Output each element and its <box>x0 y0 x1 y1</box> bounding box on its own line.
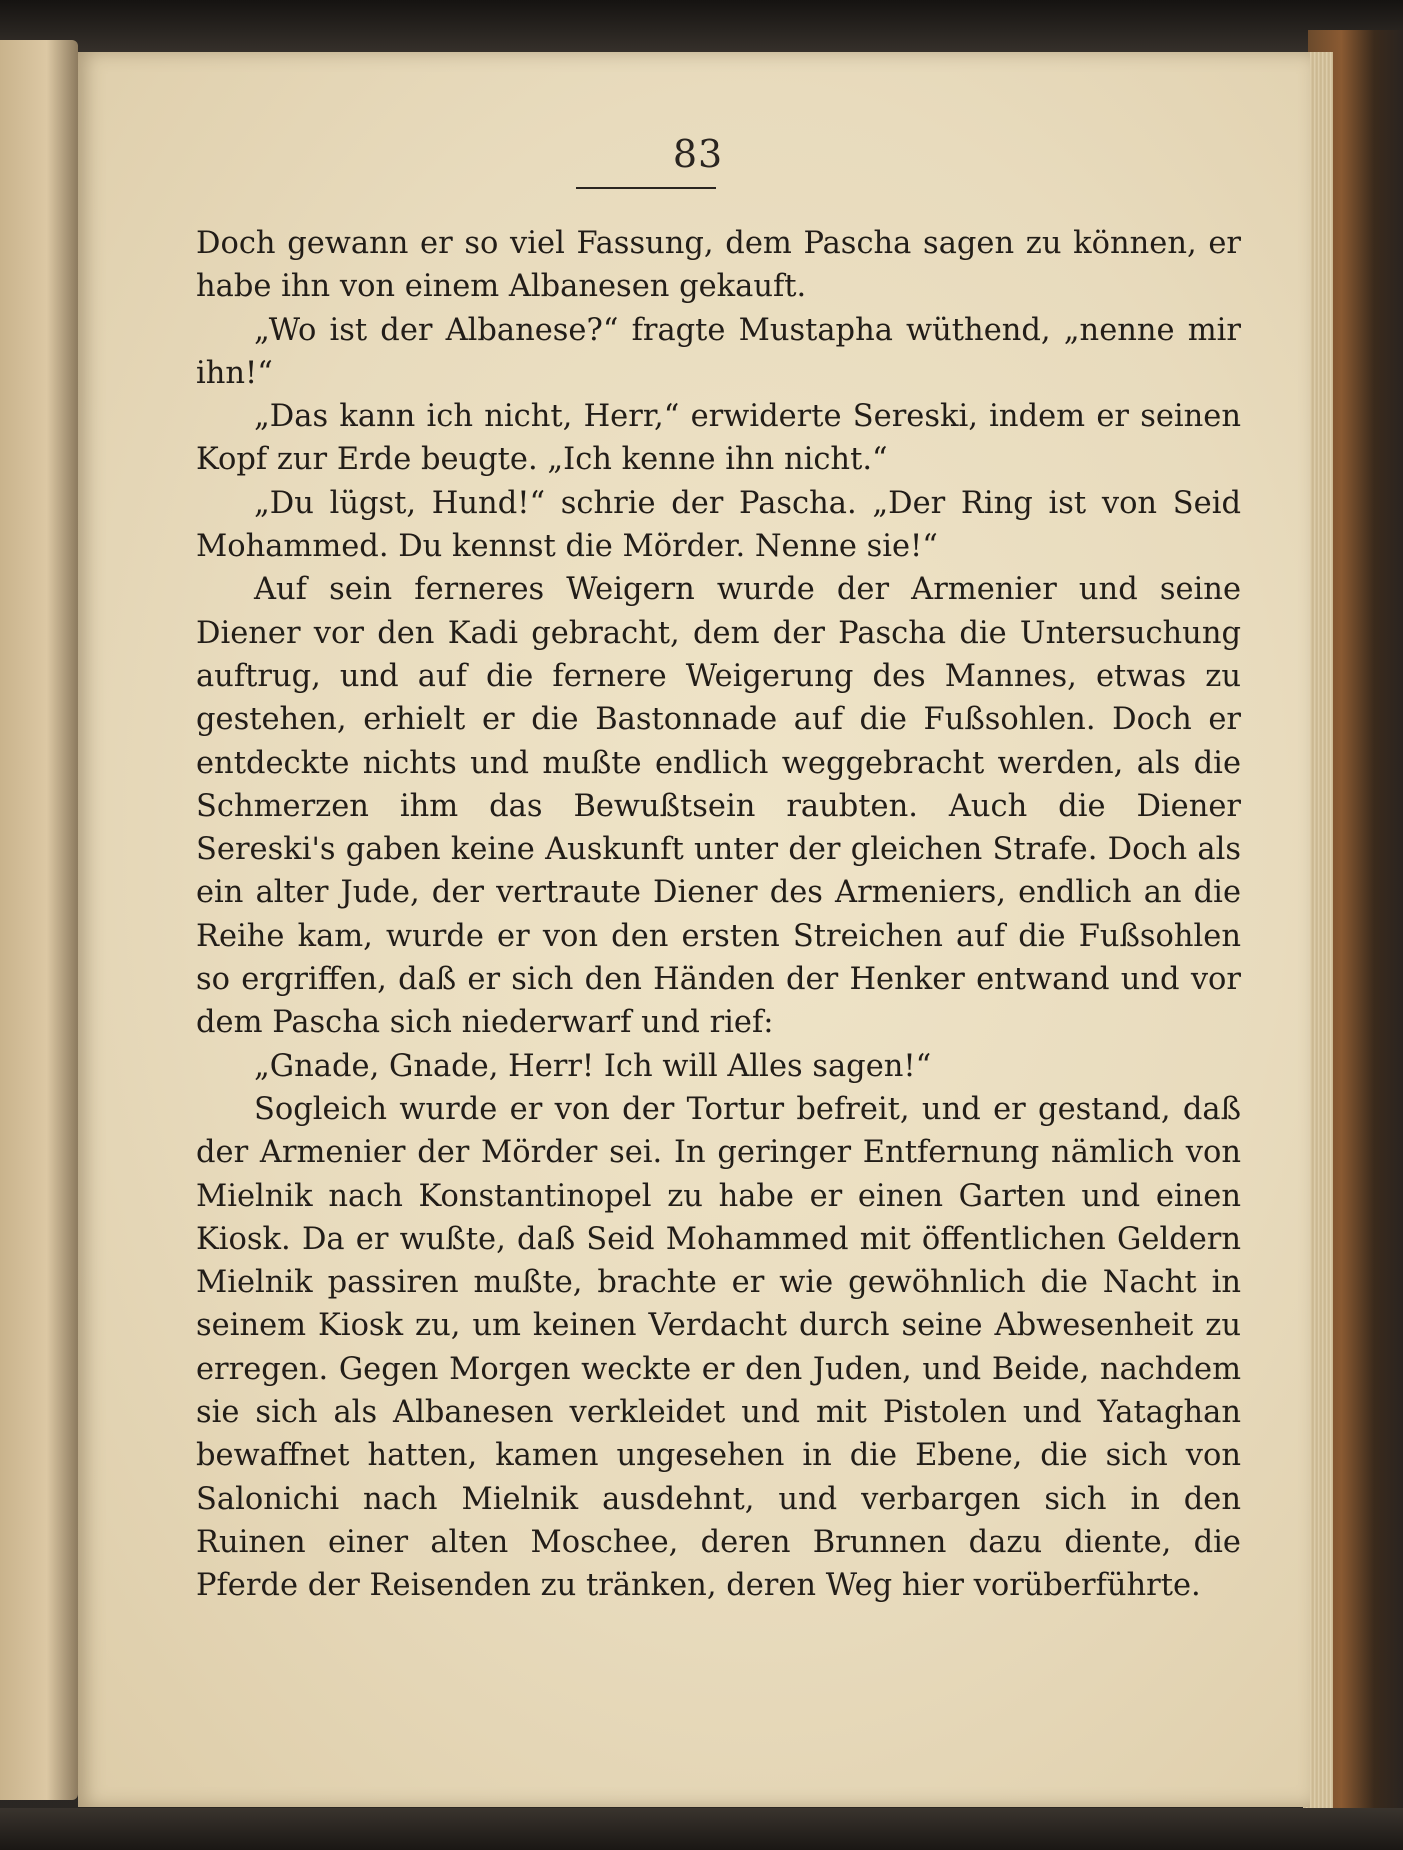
paragraph: „Wo ist der Albanese?“ fragte Mustapha wüthend, „nenne mir ihn!“ <box>196 312 1241 391</box>
paragraph: „Das kann ich nicht, Herr,“ erwiderte Sereski, indem er seinen Kopf zur Erde beugte. „Ich kenne ihn nicht.“ <box>196 399 1241 478</box>
book-page <box>78 52 1310 1807</box>
body-text <box>196 222 1241 1608</box>
paragraph: Sogleich wurde er von der Tortur befreit, und er gestand, daß der Armenier der Mörder sei. In geringer Entfernung nämlich von Mielnik nach Konstantinopel zu habe er einen Garten und einen Kiosk. Da er wußte, daß Seid Mohammed mit öffentlichen Geldern Mielnik passiren mußte, brachte er wie gewöhnlich die Nacht in seinem Kiosk zu, um keinen Verdacht durch seine Abwesenheit zu erregen. Gegen Morgen weckte er den Juden, und Beide, nachdem sie sich als Albanesen verkleidet und mit Pistolen und Yataghan bewaffnet hatten, kamen ungesehen in die Ebene, die sich von Salonichi nach Mielnik ausdehnt, und verbargen sich in den Ruinen einer alten Moschee, deren Brunnen dazu diente, die Pferde der Reisenden zu tränken, deren Weg hier vorüberführte. <box>196 1091 1241 1604</box>
paragraph: Doch gewann er so viel Fassung, dem Pascha sagen zu können, er habe ihn von einem Albanesen gekauft. <box>196 226 1241 305</box>
book-cover-top <box>0 0 1403 60</box>
header-rule <box>576 187 716 189</box>
paragraph: Auf sein ferneres Weigern wurde der Armenier und seine Diener vor den Kadi gebracht, dem der Pascha die Untersuchung auftrug, und auf die fernere Weigerung des Mannes, etwas zu gestehen, erhielt er die Bastonnade auf die Fußsohlen. Doch er entdeckte nichts und mußte endlich weggebracht werden, als die Schmerzen ihm das Bewußtsein raubten. Auch die Diener Sereski's gaben keine Auskunft unter der gleichen Strafe. Doch als ein alter Jude, der vertraute Diener des Armeniers, endlich an die Reihe kam, wurde er von den ersten Streichen auf die Fußsohlen so ergriffen, daß er sich den Händen der Henker entwand und vor dem Pascha sich niederwarf und rief: <box>196 572 1241 1041</box>
paragraph: „Gnade, Gnade, Herr! Ich will Alles sagen!“ <box>254 1048 932 1084</box>
page-number: 83 <box>672 132 724 176</box>
left-page-edge <box>0 40 78 1800</box>
paragraph: „Du lügst, Hund!“ schrie der Pascha. „Der Ring ist von Seid Mohammed. Du kennst die Mörder. Nenne sie!“ <box>196 485 1241 565</box>
book-cover-bottom <box>0 1808 1403 1850</box>
